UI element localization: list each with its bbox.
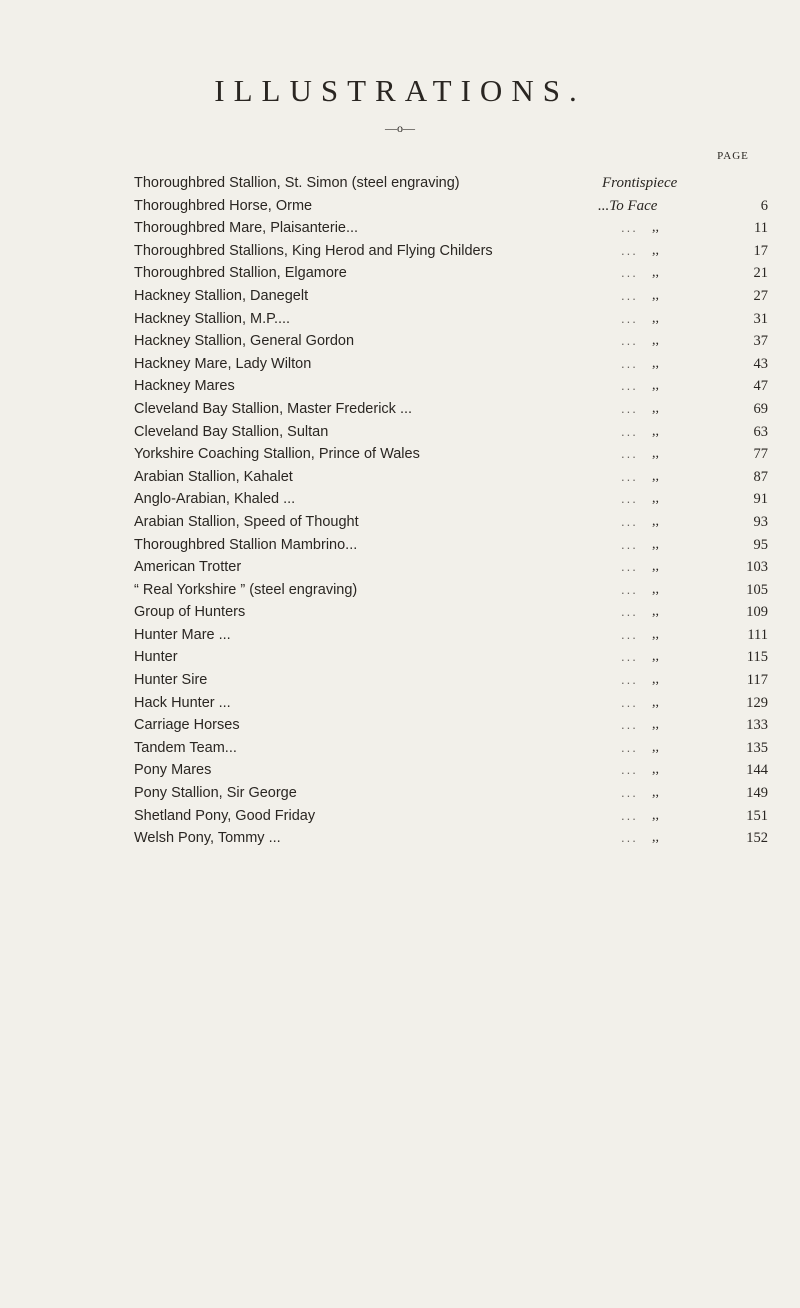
placement-reference: ,, bbox=[652, 333, 659, 349]
list-item bbox=[134, 737, 774, 760]
leader-dots: ... bbox=[621, 491, 638, 507]
illustration-title: Hack Hunter ... bbox=[134, 694, 231, 711]
placement-reference: ,, bbox=[652, 559, 659, 575]
list-item bbox=[134, 805, 774, 828]
page-number: 21 bbox=[753, 265, 768, 282]
page-number: 109 bbox=[746, 604, 768, 621]
illustration-title: Pony Stallion, Sir George bbox=[134, 785, 297, 802]
placement-reference: ,, bbox=[652, 242, 659, 258]
placement-reference: ...To Face bbox=[598, 197, 658, 214]
page-number: 152 bbox=[746, 830, 768, 847]
illustrations-list bbox=[134, 172, 774, 850]
list-item bbox=[134, 285, 774, 308]
illustration-title: Cleveland Bay Stallion, Master Frederick ... bbox=[134, 400, 413, 417]
illustration-title: Thoroughbred Stallion, St. Simon (steel engraving) bbox=[134, 175, 460, 191]
page-number: 63 bbox=[753, 423, 768, 440]
page-number: 31 bbox=[753, 310, 768, 327]
leader-dots: ... bbox=[621, 559, 638, 575]
page-number: 135 bbox=[746, 739, 768, 756]
page-number: 115 bbox=[746, 649, 768, 666]
leader-dots: ... bbox=[621, 672, 638, 688]
title-divider: —o— bbox=[385, 121, 415, 135]
list-item bbox=[134, 511, 774, 534]
illustration-title: Group of Hunters bbox=[134, 604, 246, 621]
illustration-title: Yorkshire Coaching Stallion, Prince of Wales bbox=[134, 446, 420, 463]
illustration-title: Hackney Stallion, Danegelt bbox=[134, 287, 309, 304]
placement-reference: ,, bbox=[652, 581, 659, 597]
leader-dots: ... bbox=[621, 649, 638, 665]
illustration-title: Thoroughbred Horse, Orme bbox=[134, 197, 313, 214]
page-number: 27 bbox=[753, 287, 768, 304]
illustration-title: Thoroughbred Stallion, Elgamore bbox=[134, 265, 347, 282]
leader-dots: ... bbox=[621, 400, 638, 416]
leader-dots: ... bbox=[621, 785, 638, 801]
illustration-title: “ Real Yorkshire ” (steel engraving) bbox=[134, 581, 358, 598]
list-item bbox=[134, 308, 774, 331]
page-number: 111 bbox=[747, 626, 768, 643]
page-number: 11 bbox=[754, 220, 768, 237]
list-item bbox=[134, 172, 774, 195]
list-item bbox=[134, 466, 774, 489]
list-item bbox=[134, 240, 774, 263]
list-item bbox=[134, 398, 774, 421]
placement-reference: ,, bbox=[652, 287, 659, 303]
placement-reference: ,, bbox=[652, 491, 659, 507]
leader-dots: ... bbox=[621, 513, 638, 529]
leader-dots: ... bbox=[621, 423, 638, 439]
leader-dots: ... bbox=[621, 807, 638, 823]
list-item bbox=[134, 330, 774, 353]
page-number: 17 bbox=[753, 242, 768, 259]
leader-dots: ... bbox=[621, 333, 638, 349]
placement-reference: ,, bbox=[652, 626, 659, 642]
page-number: 133 bbox=[746, 717, 768, 734]
illustration-title: Hunter Mare ... bbox=[134, 626, 231, 643]
leader-dots: ... bbox=[621, 717, 638, 733]
placement-reference: ,, bbox=[652, 423, 659, 439]
illustration-title: Hunter bbox=[134, 649, 178, 666]
page-number: 105 bbox=[746, 581, 768, 598]
placement-reference: ,, bbox=[652, 604, 659, 620]
page-number: 47 bbox=[753, 378, 768, 395]
illustration-title: Arabian Stallion, Kahalet bbox=[134, 468, 293, 485]
list-item bbox=[134, 669, 774, 692]
placement-reference: ,, bbox=[652, 355, 659, 371]
list-item bbox=[134, 646, 774, 669]
list-item bbox=[134, 624, 774, 647]
illustration-title: Hunter Sire bbox=[134, 672, 208, 689]
list-item bbox=[134, 488, 774, 511]
placement-reference: ,, bbox=[652, 785, 659, 801]
placement-reference: ,, bbox=[652, 446, 659, 462]
illustration-title: Pony Mares bbox=[134, 762, 212, 779]
page-title: ILLUSTRATIONS. bbox=[214, 72, 586, 108]
page-number: 129 bbox=[746, 694, 768, 711]
placement-reference: ,, bbox=[652, 400, 659, 416]
leader-dots: ... bbox=[621, 355, 638, 371]
placement-reference: ,, bbox=[652, 220, 659, 236]
illustration-title: Thoroughbred Stallions, King Herod and Flying Childers bbox=[134, 242, 493, 259]
leader-dots: ... bbox=[621, 626, 638, 642]
list-item bbox=[134, 827, 774, 850]
placement-reference: ,, bbox=[652, 717, 659, 733]
illustration-title: Shetland Pony, Good Friday bbox=[134, 807, 316, 824]
list-item bbox=[134, 714, 774, 737]
list-item bbox=[134, 217, 774, 240]
leader-dots: ... bbox=[621, 446, 638, 462]
illustration-title: Thoroughbred Stallion Mambrino... bbox=[134, 536, 358, 553]
list-item bbox=[134, 421, 774, 444]
page-number: 6 bbox=[760, 197, 768, 214]
placement-reference: ,, bbox=[652, 694, 659, 710]
page-number: 77 bbox=[753, 446, 768, 463]
placement-reference: ,, bbox=[652, 468, 659, 484]
leader-dots: ... bbox=[621, 220, 638, 236]
placement-reference: ,, bbox=[652, 672, 659, 688]
page-number: 43 bbox=[753, 355, 768, 372]
illustration-title: Welsh Pony, Tommy ... bbox=[134, 830, 281, 847]
list-item bbox=[134, 601, 774, 624]
page-number: 103 bbox=[746, 559, 768, 576]
list-item bbox=[134, 579, 774, 602]
illustration-title: American Trotter bbox=[134, 559, 242, 576]
placement-reference: Frontispiece bbox=[602, 175, 678, 191]
illustration-title: Hackney Mare, Lady Wilton bbox=[134, 355, 312, 372]
page-number: 151 bbox=[746, 807, 768, 824]
list-item bbox=[134, 375, 774, 398]
page-column-header: PAGE bbox=[717, 150, 749, 162]
leader-dots: ... bbox=[621, 536, 638, 552]
leader-dots: ... bbox=[621, 310, 638, 326]
illustration-title: Thoroughbred Mare, Plaisanterie... bbox=[134, 220, 359, 237]
illustration-title: Anglo-Arabian, Khaled ... bbox=[134, 491, 296, 508]
placement-reference: ,, bbox=[652, 378, 659, 394]
leader-dots: ... bbox=[621, 287, 638, 303]
list-item bbox=[134, 195, 774, 218]
placement-reference: ,, bbox=[652, 739, 659, 755]
list-item bbox=[134, 443, 774, 466]
placement-reference: ,, bbox=[652, 536, 659, 552]
leader-dots: ... bbox=[621, 242, 638, 258]
page-number: 93 bbox=[753, 513, 768, 530]
list-item bbox=[134, 759, 774, 782]
leader-dots: ... bbox=[621, 830, 638, 846]
leader-dots: ... bbox=[621, 739, 638, 755]
list-item bbox=[134, 353, 774, 376]
page-number: 69 bbox=[753, 400, 768, 417]
list-item bbox=[134, 692, 774, 715]
leader-dots: ... bbox=[621, 378, 638, 394]
placement-reference: ,, bbox=[652, 762, 659, 778]
illustration-title: Hackney Stallion, General Gordon bbox=[134, 333, 355, 350]
page-number: 95 bbox=[753, 536, 768, 553]
placement-reference: ,, bbox=[652, 649, 659, 665]
illustration-title: Carriage Horses bbox=[134, 717, 240, 734]
page-number: 149 bbox=[746, 785, 768, 802]
illustration-title: Hackney Stallion, M.P.... bbox=[134, 310, 291, 327]
list-item bbox=[134, 262, 774, 285]
placement-reference: ,, bbox=[652, 265, 659, 281]
list-item bbox=[134, 782, 774, 805]
leader-dots: ... bbox=[621, 694, 638, 710]
leader-dots: ... bbox=[621, 265, 638, 281]
page-number: 37 bbox=[753, 333, 768, 350]
illustration-title: Cleveland Bay Stallion, Sultan bbox=[134, 423, 329, 440]
page-number: 87 bbox=[753, 468, 768, 485]
list-item bbox=[134, 556, 774, 579]
page-number: 144 bbox=[746, 762, 768, 779]
leader-dots: ... bbox=[621, 762, 638, 778]
placement-reference: ,, bbox=[652, 807, 659, 823]
placement-reference: ,, bbox=[652, 830, 659, 846]
illustration-title: Hackney Mares bbox=[134, 378, 235, 395]
page-number: 117 bbox=[746, 672, 768, 689]
placement-reference: ,, bbox=[652, 310, 659, 326]
list-item bbox=[134, 534, 774, 557]
page-number: 91 bbox=[753, 491, 768, 508]
placement-reference: ,, bbox=[652, 513, 659, 529]
leader-dots: ... bbox=[621, 604, 638, 620]
leader-dots: ... bbox=[621, 581, 638, 597]
illustration-title: Tandem Team... bbox=[134, 739, 237, 756]
illustration-title: Arabian Stallion, Speed of Thought bbox=[134, 513, 359, 530]
leader-dots: ... bbox=[621, 468, 638, 484]
